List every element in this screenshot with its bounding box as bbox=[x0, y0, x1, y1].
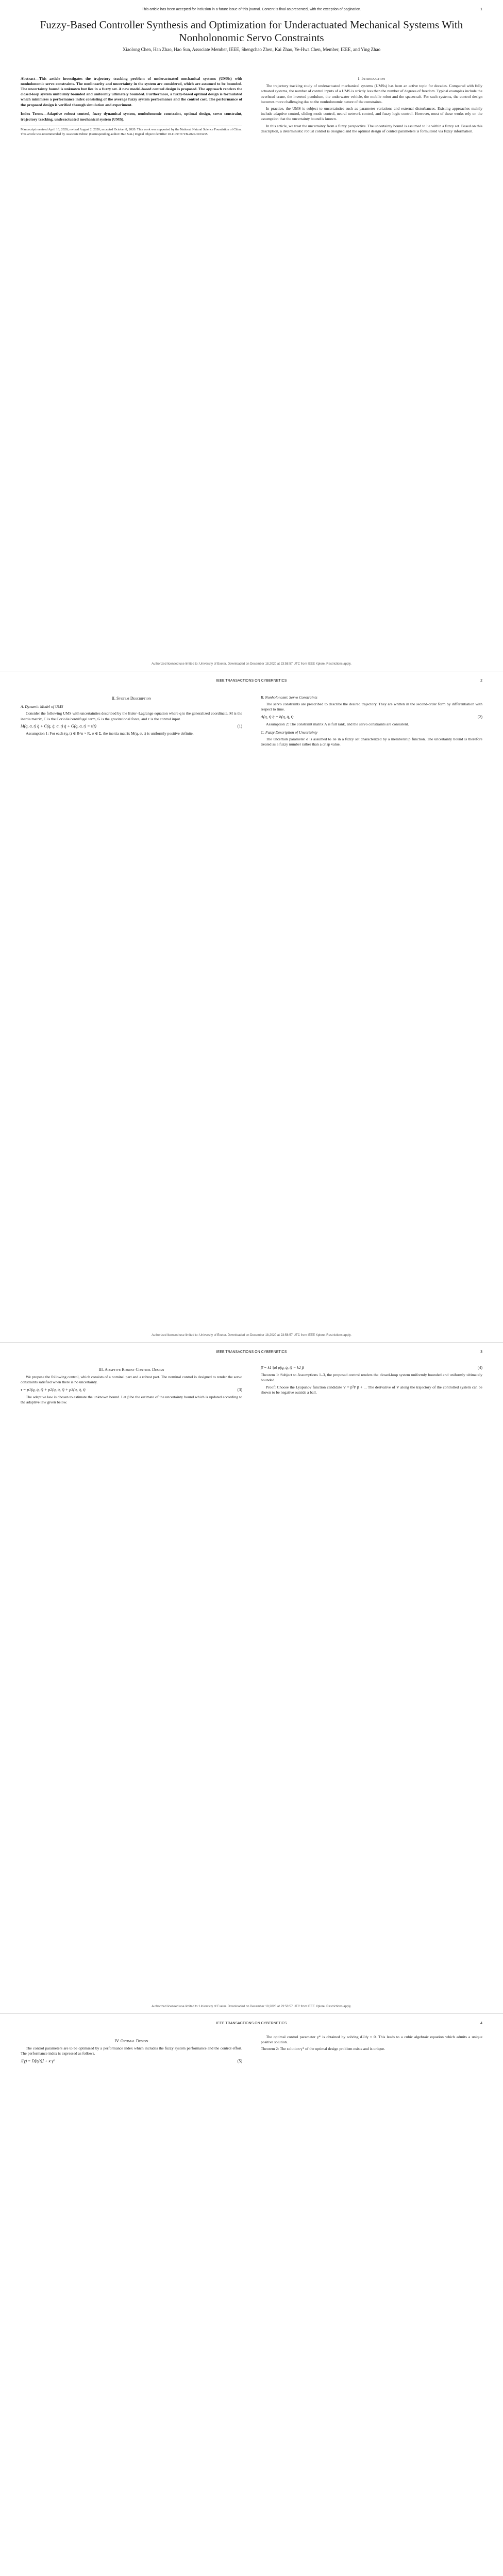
right-column bbox=[261, 692, 482, 749]
paragraph: In practice, the UMS is subject to uncertainties such as parameter variations and external disturbances. Existing approaches mainly include adaptive control, sliding mode control, neural network control, and fuzzy logic control. However, most of these works rely on the assumption that the uncertainty bound is known. bbox=[261, 106, 482, 122]
running-head: IEEE TRANSACTIONS ON CYBERNETICS 2 bbox=[216, 679, 482, 683]
equation-body: β̇ = k1 ‖μ‖ ρ(q, q̇, t) − k2 β bbox=[261, 1365, 304, 1370]
equation-number: (5) bbox=[237, 2058, 242, 2063]
paragraph: Assumption 1: For each (q, t) ∈ R^n × R, σ ∈ Σ, the inertia matrix M(q, σ, t) is uniformly positive definite. bbox=[26, 731, 194, 736]
running-head: IEEE TRANSACTIONS ON CYBERNETICS 3 bbox=[216, 1350, 482, 1354]
running-head: This article has been accepted for inclusion in a future issue of this journal. Content is final as presented, with the exception of pagination. 1 bbox=[142, 8, 482, 11]
page-number: 4 bbox=[480, 2022, 482, 2025]
equation bbox=[21, 1387, 242, 1393]
section-heading: I. Introduction bbox=[358, 76, 385, 81]
abstract: Abstract—This article investigates the trajectory tracking problem of underactuated mechanical systems (UMSs) with nonholonomic servo constraints. The nonlinearity and uncertainty in the system are considered, which are assumed to be bounded. The uncertainty bound is unknown but lies in a fuzzy set. A new model-based control design is proposed. The approach renders the closed-loop system uniformly bounded and uniformly ultimately bounded. Furthermore, a fuzzy-based optimal design is formulated which minimizes a performance index consisting of the average fuzzy system performance and the control cost. The performance of the proposed design is verified through simulation and experiment. bbox=[21, 76, 242, 107]
paragraph: The adaptive law is chosen to estimate the unknown bound. Let β be the estimate of the uncertainty bound which is updated according to the adaptive law given below. bbox=[21, 1394, 242, 1405]
paragraph: We propose the following control, which consists of a nominal part and a robust part. The nominal control is designed to render the servo constraints satisfied when there is no uncertainty. bbox=[21, 1375, 242, 1385]
equation-number: (1) bbox=[237, 723, 242, 728]
paragraph: The servo constraints are prescribed to describe the desired trajectory. They are written in the second-order form by differentiation with respect to time. bbox=[261, 702, 482, 712]
equation-body: M(q, σ, t) q̈ + C(q, q̇, σ, t) q̇ + G(q, σ, t) = τ(t) bbox=[21, 723, 96, 728]
equation-number: (3) bbox=[237, 1387, 242, 1392]
page-number: 1 bbox=[480, 8, 482, 11]
equation-number: (2) bbox=[477, 714, 482, 719]
subsection-heading: C. Fuzzy Description of Uncertainty bbox=[261, 730, 318, 735]
theorem: Theorem 1: Subject to Assumptions 1–3, the proposed control renders the closed-loop system uniformly bounded and uniformly ultimately bounded. bbox=[261, 1372, 482, 1383]
equation-body: A(q, t) q̈ = b(q, q̇, t) bbox=[261, 714, 294, 719]
paragraph: The uncertain parameter σ is assumed to lie in a fuzzy set characterized by a membership function. The uncertainty bound is therefore treated as a fuzzy number rather than a crisp value. bbox=[261, 737, 482, 747]
equation bbox=[261, 1365, 482, 1370]
paragraph: Assumption 2: The constraint matrix A is full rank, and the servo constraints are consistent. bbox=[266, 721, 409, 726]
page-1 bbox=[0, 0, 503, 671]
paragraph: The optimal control parameter γ* is obtained by solving dJ/dγ = 0. This leads to a cubic algebraic equation which admits a unique positive solution. bbox=[261, 2035, 482, 2045]
running-head: IEEE TRANSACTIONS ON CYBERNETICS 4 bbox=[216, 2022, 482, 2025]
equation bbox=[21, 2059, 242, 2064]
left-column bbox=[21, 2035, 242, 2066]
paragraph: In this article, we treat the uncertainty from a fuzzy perspective. The uncertainty bound is assumed to lie within a fuzzy set. Based on this description, a deterministic robust control is designed and the optimal design of control parameters is formulated via fuzzy information. bbox=[261, 123, 482, 133]
equation bbox=[261, 715, 482, 720]
page-footer: Authorized licensed use limited to: University of Exeter. Downloaded on December 18,2020 at 23:58:57 UTC from IEEE Xplore. Restrictions apply. bbox=[152, 2005, 351, 2008]
page-number: 2 bbox=[480, 679, 482, 683]
proof: Proof: Choose the Lyapunov function candidate V = βᵀP β + ... The derivative of V along the trajectory of the controlled system can be shown to be negative outside a ball. bbox=[261, 1384, 482, 1395]
subsection-heading: A. Dynamic Model of UMS bbox=[21, 704, 63, 709]
page-number: 3 bbox=[480, 1350, 482, 1354]
section-heading: II. System Description bbox=[111, 696, 152, 701]
paragraph: Consider the following UMS with uncertainties described by the Euler–Lagrange equation where q is the generalized coordinate, M is the inertia matrix, C is the Coriolis/centrifugal term, G is the gravitational force, and τ is the control input. bbox=[21, 711, 242, 721]
paper-title: Fuzzy-Based Controller Synthesis and Optimization for Underactuated Mechanical Systems With Nonholonomic Servo Constraints bbox=[40, 19, 463, 44]
page-3 bbox=[0, 1343, 503, 2013]
equation-number: (4) bbox=[477, 1365, 482, 1370]
equation bbox=[21, 724, 242, 729]
left-column bbox=[21, 72, 242, 137]
paragraph: The control parameters are to be optimized by a performance index which includes the fuzzy system performance and the control effort. The performance index is expressed as follows. bbox=[21, 2046, 242, 2056]
equation-body: τ = p1(q, q̇, t) + p2(q, q̇, t) + p3(q, q̇, t) bbox=[21, 1387, 86, 1392]
page-footer: Authorized licensed use limited to: University of Exeter. Downloaded on December 18,2020 at 23:58:57 UTC from IEEE Xplore. Restrictions apply. bbox=[152, 663, 351, 666]
right-column bbox=[261, 1363, 482, 1397]
page-4 bbox=[0, 2014, 503, 2576]
left-column bbox=[21, 692, 242, 738]
footnote: Manuscript received April 16, 2020; revised August 2, 2020; accepted October 8, 2020. This work was supported by the National Natural Science Foundation of China. This article was recommended by Associate Editor. (Corresponding author: Hao Sun.) Digital Object Identifier 10.1109/TCYB.2020.3033255 bbox=[21, 126, 242, 136]
theorem: Theorem 2: The solution γ* of the optimal design problem exists and is unique. bbox=[261, 2046, 385, 2052]
section-heading: III. Adaptive Robust Control Design bbox=[98, 1367, 164, 1372]
page-footer: Authorized licensed use limited to: University of Exeter. Downloaded on December 18,2020 at 23:58:57 UTC from IEEE Xplore. Restrictions apply. bbox=[152, 1334, 351, 1337]
equation-body: J(γ) = D[η(t)] + κ γ² bbox=[21, 2058, 55, 2063]
paper-authors: Xiaolong Chen, Han Zhao, Hao Sun, Associate Member, IEEE, Shengchao Zhen, Kai Zhao, Ye-Hwa Chen, Member, IEEE, and Ying Zhao bbox=[122, 47, 381, 52]
paragraph: The trajectory tracking study of underactuated mechanical systems (UMSs) has been an active topic for decades. Compared with fully actuated systems, the number of control inputs of a UMS is strictly less than the number of degrees of freedom. Typical examples include the overhead crane, the inverted pendulum, the underwater vehicle, the mobile robot and the spacecraft. For such systems, the control design becomes more challenging due to the nonholonomic nature of the constraints. bbox=[261, 83, 482, 104]
right-column bbox=[261, 2035, 482, 2054]
section-heading: IV. Optimal Design bbox=[114, 2039, 148, 2043]
index-terms: Index Terms—Adaptive robust control, fuzzy dynamical system, nonholonomic constraint, optimal design, servo constraint, trajectory tracking, underactuated mechanical system (UMS). bbox=[21, 111, 242, 122]
left-column bbox=[21, 1363, 242, 1406]
subsection-heading: B. Nonholonomic Servo Constraints bbox=[261, 695, 317, 700]
page-2 bbox=[0, 671, 503, 1342]
right-column bbox=[261, 72, 482, 135]
